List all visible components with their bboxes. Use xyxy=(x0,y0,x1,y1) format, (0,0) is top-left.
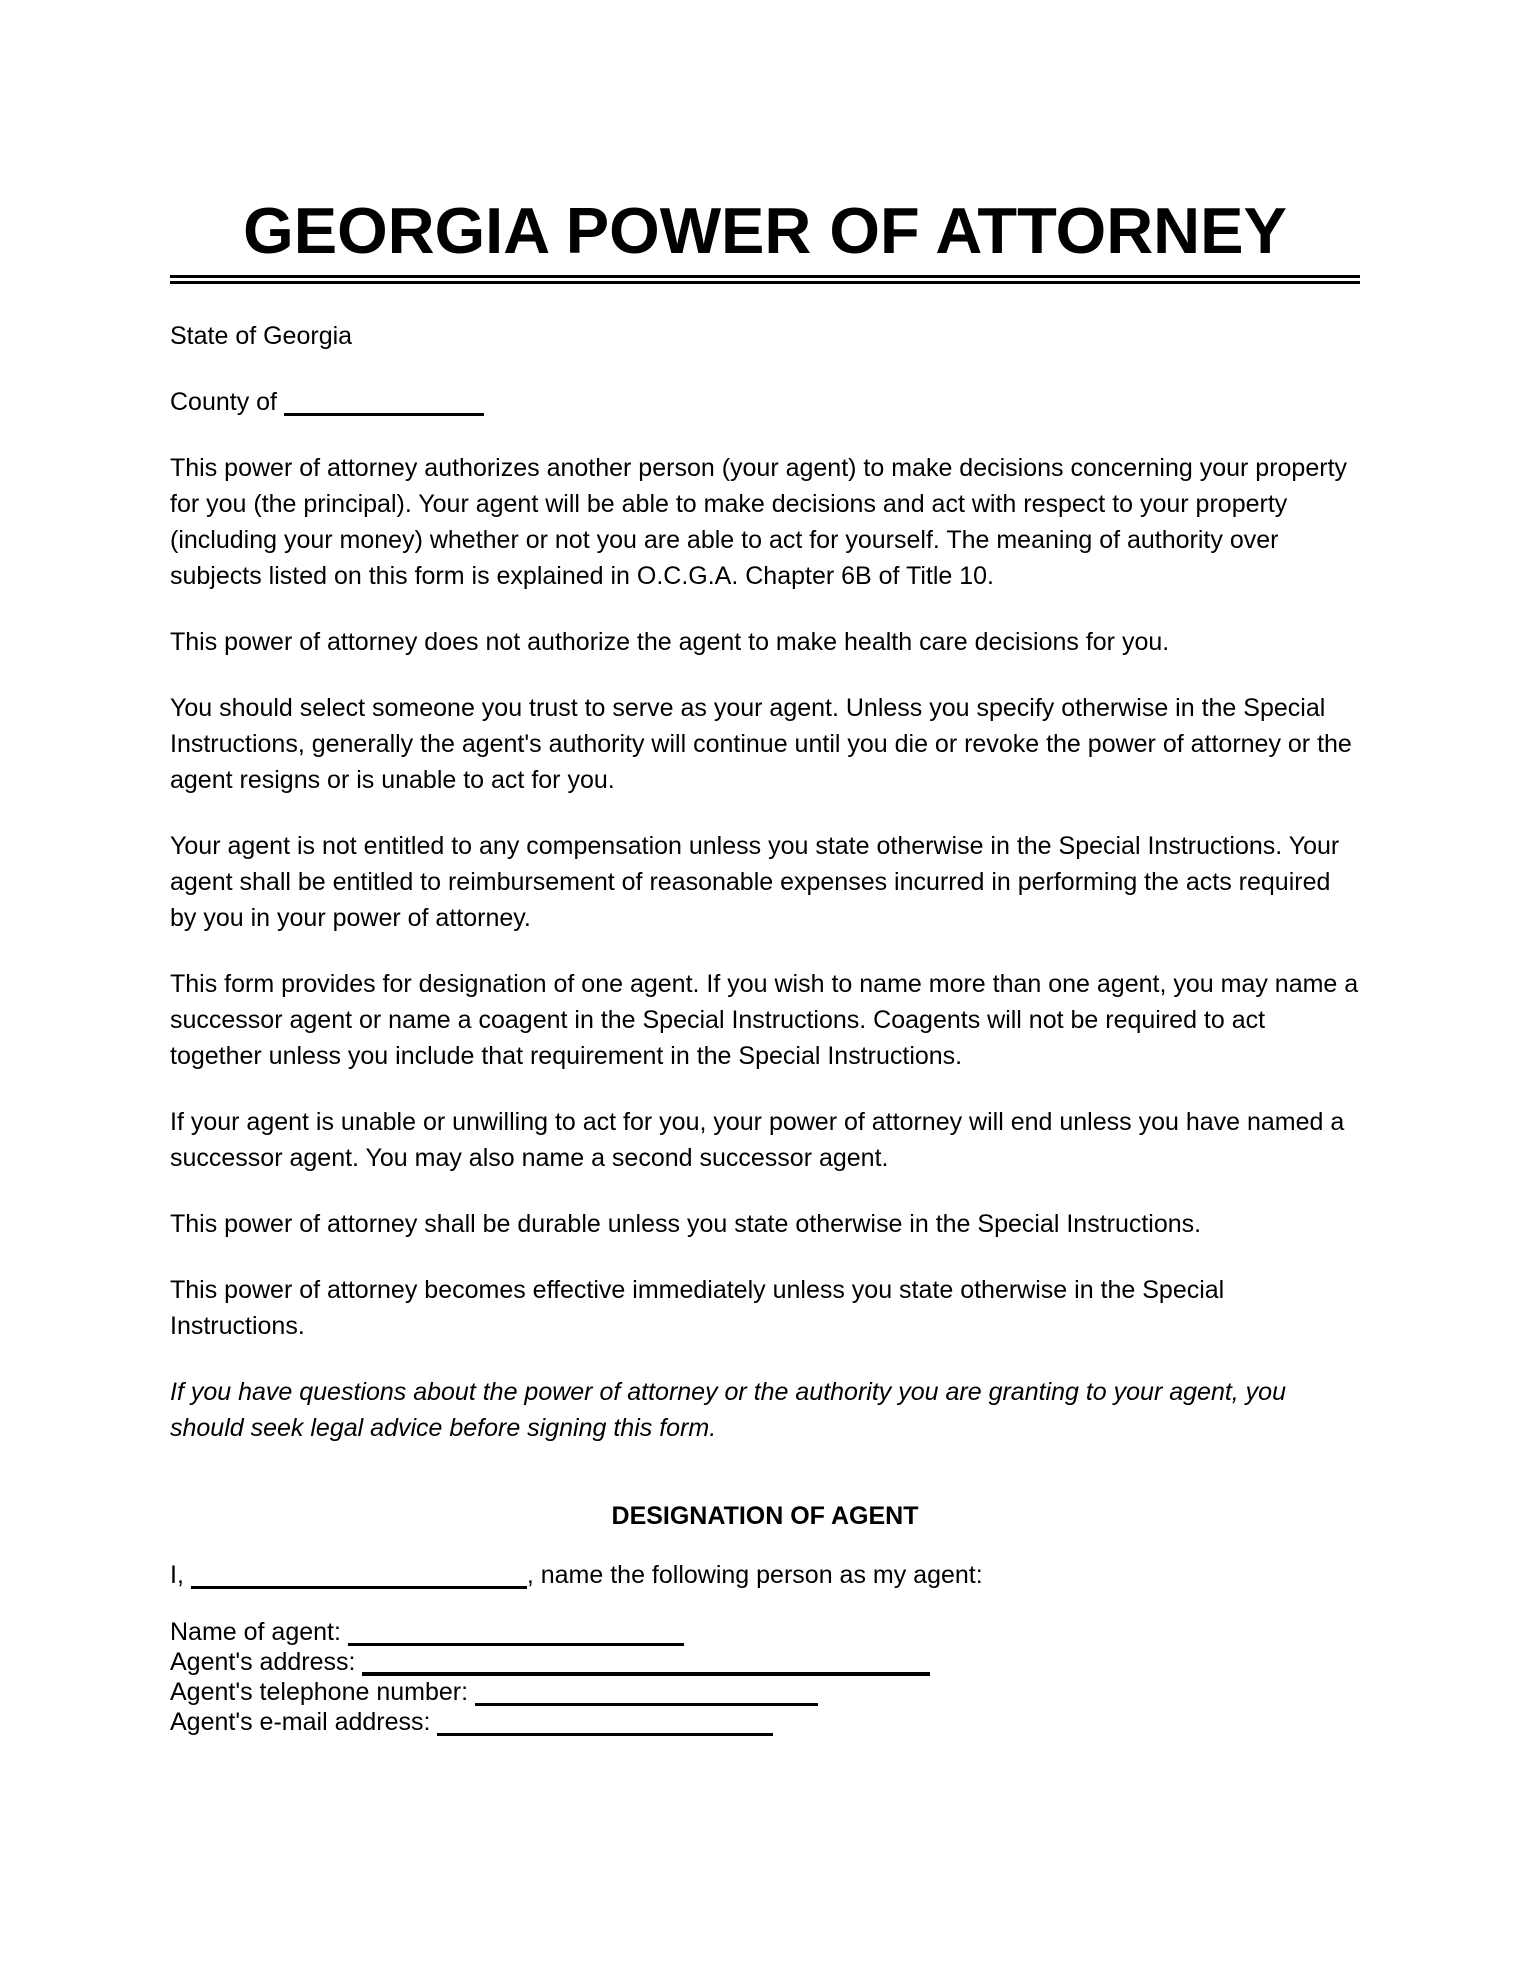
intro-prefix: I, xyxy=(170,1561,184,1589)
body-paragraph-one-agent: This form provides for designation of one agent. If you wish to name more than one agent, you may name a successor agent or name a coagent in the Special Instructions. Coagents will not be required to act together unless you include that requirement in the Special Instructions. xyxy=(170,970,1359,1070)
title-double-rule xyxy=(170,275,1360,284)
agent-fields xyxy=(170,1617,1360,1737)
body-paragraph-select-agent: You should select someone you trust to serve as your agent. Unless you specify otherwise in the Special Instructions, generally the agent's authority will continue until you die or revoke the power of attorney or the agent resigns or is unable to act for you. xyxy=(170,694,1352,794)
county-label: County of xyxy=(170,388,278,416)
body-paragraph-compensation: Your agent is not entitled to any compensation unless you state otherwise in the Special Instructions. Your agent shall be entitled to reimbursement of reasonable expenses incurred in performing the acts required by you in your power of attorney. xyxy=(170,832,1340,932)
legal-advice-note: If you have questions about the power of attorney or the authority you are granting to your agent, you should seek legal advice before signing this form. xyxy=(170,1378,1286,1442)
agent-email-blank[interactable] xyxy=(437,1728,773,1736)
agent-email-label: Agent's e-mail address: xyxy=(170,1708,431,1736)
body-paragraph-durable: This power of attorney shall be durable unless you state otherwise in the Special Instructions. xyxy=(170,1210,1202,1238)
designation-heading: DESIGNATION OF AGENT xyxy=(611,1502,919,1530)
agent-name-label: Name of agent: xyxy=(170,1618,341,1646)
county-line xyxy=(170,384,1360,420)
agent-phone-blank[interactable] xyxy=(475,1698,818,1706)
agent-intro-line xyxy=(170,1557,1360,1593)
body-paragraph-successor: If your agent is unable or unwilling to act for you, your power of attorney will end unless you have named a successor agent. You may also name a second successor agent. xyxy=(170,1108,1345,1172)
field-row-agent-address xyxy=(170,1647,1360,1677)
agent-name-blank[interactable] xyxy=(348,1638,684,1646)
body-paragraph-healthcare: This power of attorney does not authorize the agent to make health care decisions for you. xyxy=(170,628,1170,656)
agent-address-blank[interactable] xyxy=(362,1667,930,1676)
agent-address-label: Agent's address: xyxy=(170,1648,356,1676)
agent-phone-label: Agent's telephone number: xyxy=(170,1678,469,1706)
state-line: State of Georgia xyxy=(170,322,353,350)
intro-suffix: , name the following person as my agent: xyxy=(526,1561,983,1589)
county-blank[interactable] xyxy=(284,408,484,416)
principal-name-blank[interactable] xyxy=(191,1581,527,1589)
body-paragraph-effective: This power of attorney becomes effective immediately unless you state otherwise in the Special Instructions. xyxy=(170,1276,1225,1340)
field-row-agent-name xyxy=(170,1617,1360,1647)
field-row-agent-email xyxy=(170,1707,1360,1737)
field-row-agent-phone xyxy=(170,1677,1360,1707)
body-paragraph-authorization: This power of attorney authorizes another person (your agent) to make decisions concerning your property for you (the principal). Your agent will be able to make decisions and act with respect to your property (including your money) whether or not you are able to act for yourself. The meaning of authority over subjects listed on this form is explained in O.C.G.A. Chapter 6B of Title 10. xyxy=(170,454,1348,590)
document-title: GEORGIA POWER OF ATTORNEY xyxy=(243,194,1287,267)
